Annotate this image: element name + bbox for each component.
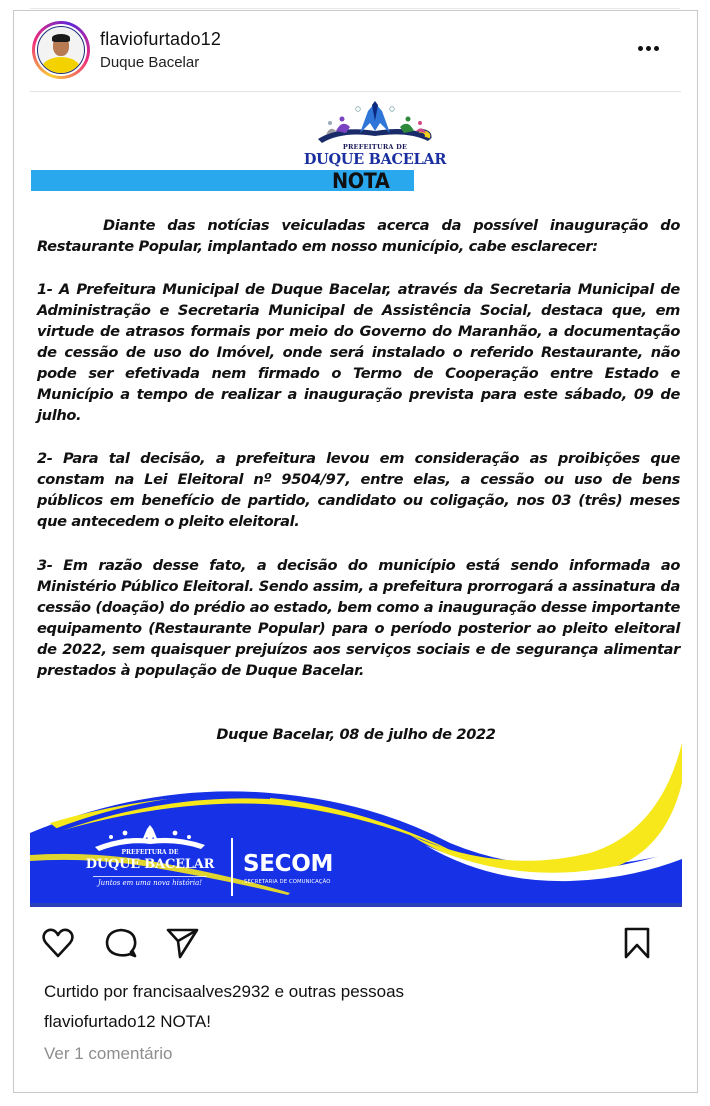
footer-logo-title: DUQUE BACELAR	[85, 857, 215, 872]
liked-by-others[interactable]: outras pessoas	[288, 982, 405, 1001]
comment-icon	[103, 925, 139, 961]
likes-middle: e	[269, 982, 289, 1001]
post-caption	[44, 1012, 211, 1032]
secom-subtitle: SECRETARIA DE COMUNICAÇÃO	[244, 879, 331, 885]
footer-prefeitura-logo	[85, 825, 215, 895]
secom-logo: SECOM	[243, 851, 334, 877]
paragraph-2: 2- Para tal decisão, a prefeitura levou em consideração as proibições que constam na Lei Eleitoral nº 9504/97, entre elas, a cessão ou uso de bens públicos em benefício de partido, candidato ou coligação, nos 03 (três) meses que antecedem o pleito eleitoral.	[37, 450, 680, 530]
story-ring[interactable]	[32, 21, 90, 79]
paragraph-3: 3- Em razão desse fato, a decisão do município está sendo informada ao Ministério Público Eleitoral. Sendo assim, a prefeitura prorrogará a assinatura da cessão (doação) do prédio ao estado, bem como a inauguração desse importante equipamento (Restaurante Popular) para o período posterior ao pleito eleitoral de 2022, sem quaisquer prejuízos aos serviços sociais e de segurança alimentar prestados à população de Duque Bacelar.	[37, 557, 680, 679]
liked-by-user[interactable]: francisaalves2932	[132, 982, 270, 1001]
save-button[interactable]	[619, 925, 655, 961]
logo-title: DUQUE BACELAR	[303, 151, 447, 168]
post-header	[14, 11, 697, 93]
prefeitura-emblem-icon	[300, 101, 450, 147]
post-card	[13, 10, 698, 1093]
date-line: Duque Bacelar, 08 de julho de 2022	[216, 726, 496, 743]
paragraph-1: 1- A Prefeitura Municipal de Duque Bacelar, através da Secretaria Municipal de Administração e Secretaria Municipal de Assistência Social, destaca que, em virtude de atrasos formais por meio do Governo do Maranhão, a documentação de cessão de uso do Imóvel, onde será instalado o referido Restaurante, não pode ser efetivada nem firmado o Termo de Cooperação entre Estado e Município a tempo de realizar a inauguração prevista para este sábado, 09 de julho.	[37, 281, 680, 424]
send-icon	[164, 925, 200, 961]
comment-button[interactable]	[103, 925, 139, 961]
bookmark-icon	[619, 925, 655, 961]
footer-slogan: Juntos em uma nova história!	[97, 879, 203, 887]
share-button[interactable]	[164, 925, 200, 961]
nota-heading: NOTA	[332, 169, 390, 193]
likes-prefix: Curtido por	[44, 982, 133, 1001]
more-options-button[interactable]	[635, 41, 661, 55]
caption-text: NOTA!	[155, 1012, 211, 1031]
action-bar	[14, 917, 697, 967]
header-divider	[30, 91, 681, 92]
logo-subtitle: PREFEITURA DE	[342, 143, 408, 151]
footer-emblem-icon	[85, 825, 215, 851]
footer-separator	[231, 838, 233, 896]
prefeitura-logo	[300, 101, 450, 171]
intro-paragraph: Diante das notícias veiculadas acerca da possível inauguração do Restaurante Popular, implantado em nosso município, cabe esclarecer:	[37, 217, 680, 255]
post-location[interactable]: Duque Bacelar	[100, 54, 200, 71]
likes-summary	[44, 982, 404, 1002]
avatar	[37, 26, 85, 74]
more-horizontal-icon	[638, 46, 643, 51]
heart-icon	[40, 925, 76, 961]
caption-username[interactable]: flaviofurtado12	[44, 1012, 156, 1031]
view-comments-link[interactable]: Ver 1 comentário	[44, 1044, 173, 1063]
post-image[interactable]	[30, 93, 682, 907]
post-username[interactable]: flaviofurtado12	[100, 29, 222, 49]
like-button[interactable]	[40, 925, 76, 961]
top-divider	[30, 8, 680, 9]
footer-logo-subtitle: PREFEITURA DE	[121, 849, 179, 856]
